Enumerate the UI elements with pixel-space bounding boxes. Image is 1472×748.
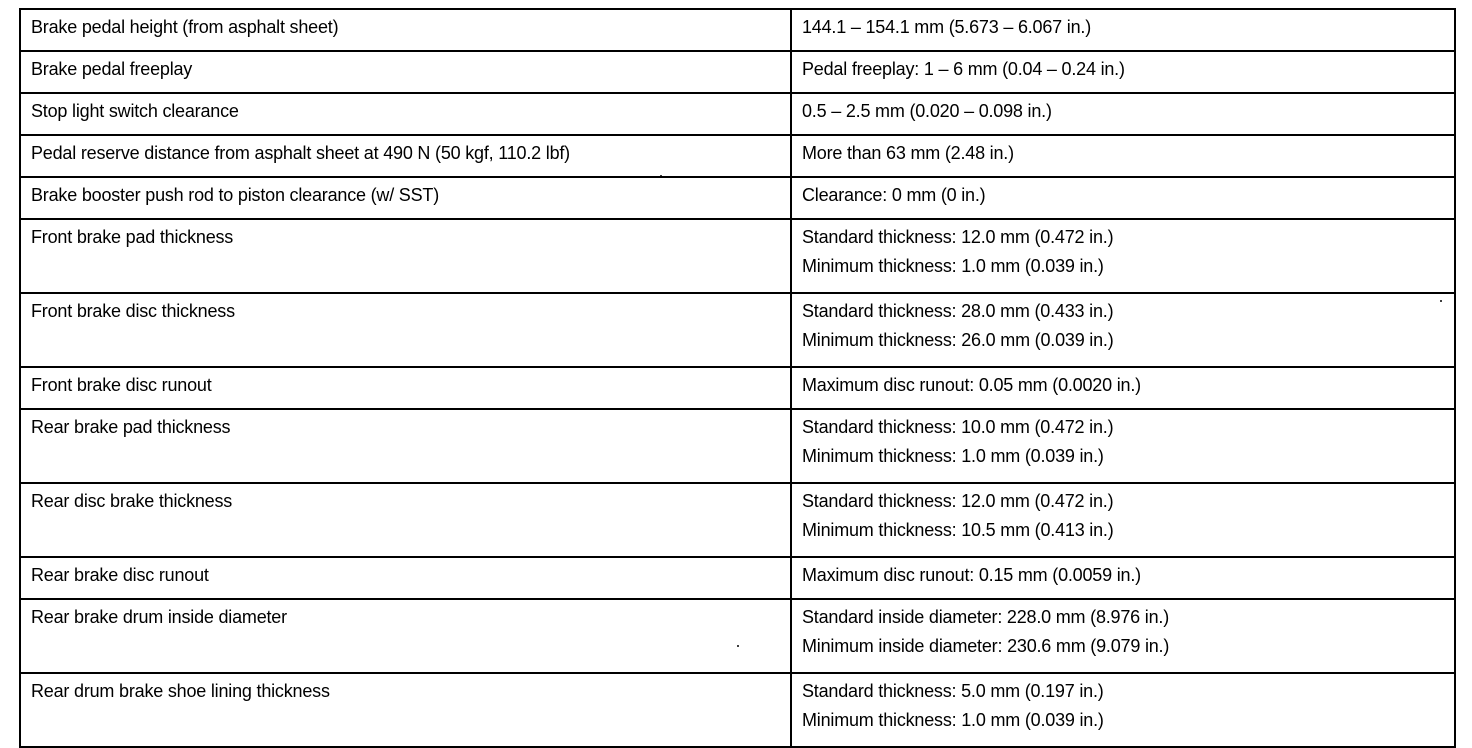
spec-line: Minimum thickness: 1.0 mm (0.039 in.) bbox=[802, 256, 1104, 276]
table-row bbox=[20, 293, 1455, 367]
spec-cell bbox=[791, 219, 1455, 293]
spec-cell bbox=[791, 599, 1455, 673]
scan-speck bbox=[737, 645, 739, 647]
spec-cell bbox=[791, 557, 1455, 599]
item-cell: Rear drum brake shoe lining thickness bbox=[20, 673, 791, 747]
spec-cell bbox=[791, 9, 1455, 51]
item-cell: Front brake disc runout bbox=[20, 367, 791, 409]
spec-cell bbox=[791, 177, 1455, 219]
table-row bbox=[20, 9, 1455, 51]
spec-line: Minimum thickness: 10.5 mm (0.413 in.) bbox=[802, 520, 1114, 540]
spec-cell bbox=[791, 293, 1455, 367]
item-cell: Rear disc brake thickness bbox=[20, 483, 791, 557]
table-row bbox=[20, 557, 1455, 599]
spec-cell bbox=[791, 483, 1455, 557]
spec-line: Maximum disc runout: 0.15 mm (0.0059 in.) bbox=[802, 565, 1141, 585]
item-cell: Front brake pad thickness bbox=[20, 219, 791, 293]
item-cell: Rear brake drum inside diameter bbox=[20, 599, 791, 673]
table-row bbox=[20, 135, 1455, 177]
spec-line: Standard thickness: 28.0 mm (0.433 in.) bbox=[802, 301, 1114, 321]
spec-cell bbox=[791, 409, 1455, 483]
spec-line: Standard thickness: 10.0 mm (0.472 in.) bbox=[802, 417, 1114, 437]
item-cell: Brake booster push rod to piston clearance (w/ SST) bbox=[20, 177, 791, 219]
scan-speck bbox=[660, 175, 662, 177]
table-row bbox=[20, 51, 1455, 93]
spec-line: Pedal freeplay: 1 – 6 mm (0.04 – 0.24 in.) bbox=[802, 59, 1125, 79]
spec-line: Standard thickness: 12.0 mm (0.472 in.) bbox=[802, 491, 1114, 511]
spec-line: More than 63 mm (2.48 in.) bbox=[802, 143, 1014, 163]
scan-speck bbox=[1440, 300, 1442, 302]
spec-line: Standard thickness: 12.0 mm (0.472 in.) bbox=[802, 227, 1114, 247]
spec-line: Clearance: 0 mm (0 in.) bbox=[802, 185, 986, 205]
table-row bbox=[20, 177, 1455, 219]
spec-line: Maximum disc runout: 0.05 mm (0.0020 in.) bbox=[802, 375, 1141, 395]
spec-line: Minimum inside diameter: 230.6 mm (9.079 in.) bbox=[802, 636, 1170, 656]
spec-line: Minimum thickness: 1.0 mm (0.039 in.) bbox=[802, 710, 1104, 730]
spec-line: Standard inside diameter: 228.0 mm (8.976 in.) bbox=[802, 607, 1169, 627]
table-row bbox=[20, 367, 1455, 409]
table-row bbox=[20, 409, 1455, 483]
spec-line: 144.1 – 154.1 mm (5.673 – 6.067 in.) bbox=[802, 17, 1091, 37]
spec-cell bbox=[791, 51, 1455, 93]
spec-cell bbox=[791, 93, 1455, 135]
spec-line: 0.5 – 2.5 mm (0.020 – 0.098 in.) bbox=[802, 101, 1052, 121]
spec-table-body bbox=[20, 9, 1455, 747]
table-row bbox=[20, 219, 1455, 293]
item-cell: Brake pedal height (from asphalt sheet) bbox=[20, 9, 791, 51]
spec-cell bbox=[791, 673, 1455, 747]
table-row bbox=[20, 673, 1455, 747]
spec-line: Standard thickness: 5.0 mm (0.197 in.) bbox=[802, 681, 1104, 701]
item-cell: Brake pedal freeplay bbox=[20, 51, 791, 93]
item-cell: Rear brake disc runout bbox=[20, 557, 791, 599]
spec-cell bbox=[791, 135, 1455, 177]
spec-line: Minimum thickness: 26.0 mm (0.039 in.) bbox=[802, 330, 1114, 350]
brake-specifications-table bbox=[19, 8, 1456, 748]
table-row bbox=[20, 93, 1455, 135]
table-row bbox=[20, 483, 1455, 557]
spec-cell bbox=[791, 367, 1455, 409]
item-cell: Rear brake pad thickness bbox=[20, 409, 791, 483]
item-cell: Pedal reserve distance from asphalt sheet at 490 N (50 kgf, 110.2 lbf) bbox=[20, 135, 791, 177]
item-cell: Stop light switch clearance bbox=[20, 93, 791, 135]
table-row bbox=[20, 599, 1455, 673]
item-cell: Front brake disc thickness bbox=[20, 293, 791, 367]
spec-line: Minimum thickness: 1.0 mm (0.039 in.) bbox=[802, 446, 1104, 466]
